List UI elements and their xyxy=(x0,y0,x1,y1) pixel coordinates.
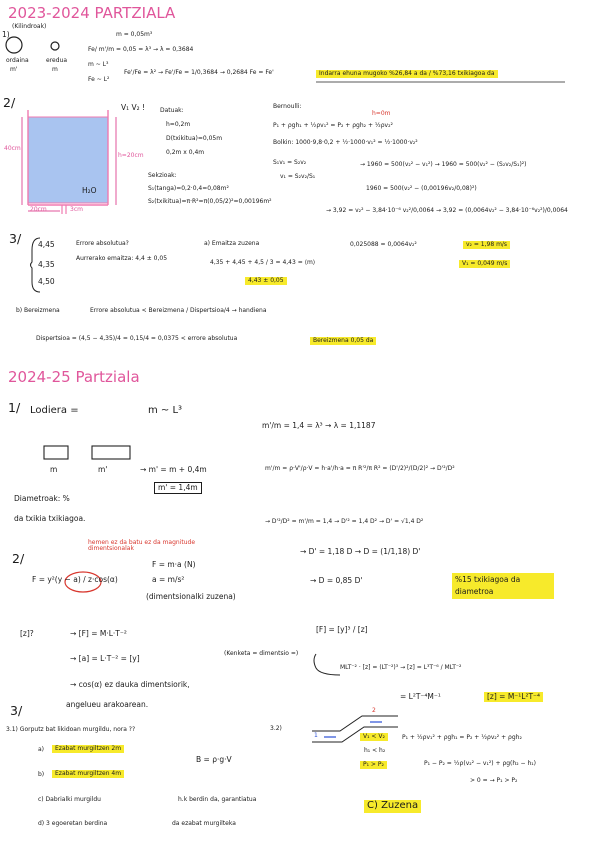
answer-highlight: C) Zuzena xyxy=(364,800,421,813)
large-block-icon xyxy=(92,446,130,459)
pipe-label: 2 xyxy=(372,707,376,714)
equation: a = m/s² xyxy=(152,575,185,584)
option: d) 3 egoeretan berdina xyxy=(38,820,108,827)
annotation: da ezabat murgilteka xyxy=(172,820,236,827)
text-line: Diametroak: % xyxy=(14,494,70,503)
problem-number: 1/ xyxy=(8,400,21,415)
answer-highlight: v₂ = 1,98 m/s xyxy=(463,241,510,249)
equation: m ~ L³ xyxy=(88,61,109,68)
equation: 1960 = 500(v₂² − (0,00196v₂/0,08)²) xyxy=(366,185,477,192)
data-line: h=0,2m xyxy=(166,121,191,128)
data-line: D(txikitua)=0,05m xyxy=(166,135,223,142)
text-line: → cos(α) ez dauka dimentsiorik, xyxy=(70,680,190,689)
water-tank-diagram xyxy=(22,110,116,214)
answer-highlight: 4,43 ± 0,05 xyxy=(245,277,287,285)
equation: = L²T⁻⁴M⁻¹ xyxy=(400,692,441,701)
equation: F = y²(y − a) / z·cos(α) xyxy=(32,575,118,584)
section-title-2023: 2023-2024 PARTZIALA xyxy=(8,4,176,22)
problem-number: 3/ xyxy=(9,231,22,246)
equation: m ~ L³ xyxy=(148,405,183,416)
problem-number: 3/ xyxy=(10,703,23,718)
comparison: h₁ < h₂ xyxy=(364,747,386,754)
equation: → 3,92 = v₂² − 3,84·10⁻⁶ v₂²/0,0064 → 3,92 = (0,0064v₂² − 3,84·10⁻⁶v₂²)/0,0064 xyxy=(326,207,568,214)
pipe-label: 1 xyxy=(314,732,318,739)
heading: Lodiera = xyxy=(30,405,79,416)
caption: ordaina xyxy=(6,57,29,64)
problem-number: 2/ xyxy=(3,95,16,110)
measurement: 4,35 xyxy=(38,260,55,269)
answer-highlight: Ezabat murgiltzen 4m xyxy=(52,770,124,778)
boxed-result: m' = 1,4m xyxy=(154,482,202,494)
equation: → D'²/D² = m'/m = 1,4 → D'² = 1,4 D² → D' = √1,4 D² xyxy=(265,518,424,525)
answer-highlight: V₁ < V₂ xyxy=(360,733,388,741)
dimension-label: 40cm xyxy=(4,145,21,152)
equation: MLT⁻² · [z] = (LT⁻²)³ → [z] = L³T⁻⁶ / MLT⁻² xyxy=(340,664,462,671)
section-title-2024: 2024-25 Partziala xyxy=(8,368,140,386)
equation: m'/m = ρ·V'/ρ·V = h·a'/h·a = π R'²/π R² = (D'/2)²/(D/2)² → D'²/D² xyxy=(265,465,455,472)
option-label: b) xyxy=(38,771,45,778)
text-line: Errore absolutua? xyxy=(76,240,129,247)
equation: F = m·a (N) xyxy=(152,560,196,569)
equation: → m' = m + 0,4m xyxy=(140,465,207,474)
equation: → 1960 = 500(v₂² − v₁²) → 1960 = 500(v₂² − (S₂v₂/S₁)²) xyxy=(360,161,527,168)
equation: P₁ − P₂ = ½ρ(v₂² − v₁²) + ρg(h₂ − h₁) xyxy=(424,760,536,767)
answer-highlight: Bereizmena 0,05 da xyxy=(310,337,376,345)
water-label: H₂O xyxy=(82,186,97,195)
equation: Fe/ m'/m = 0,05 = λ³ → λ = 0,3684 xyxy=(88,46,194,53)
caption: eredua xyxy=(46,57,68,64)
option: c) Dabrialki murgildu xyxy=(38,796,101,803)
data-line: 0,2m x 0,4m xyxy=(166,149,205,156)
text-line: Errore absolutua < Bereizmena / Dispertsioa/4 → handiena xyxy=(90,307,267,314)
equation: m = 0,05m³ xyxy=(116,31,153,38)
annotation: hemen ez da batu ez da magnitude dimentsionalak xyxy=(88,539,196,553)
block-label: m xyxy=(50,465,58,474)
answer-highlight: V₁ = 0,049 m/s xyxy=(459,260,510,268)
equation: → [a] = L·T⁻² = [y] xyxy=(70,654,140,663)
data-line: S₂(txikitua)=π·R²=π(0,05/2)²=0,00196m² xyxy=(148,198,272,205)
data-line: S₁(tanga)=0,2·0,4=0,08m² xyxy=(148,185,229,192)
equation: → [F] = M·L·T⁻² xyxy=(70,629,127,638)
equation: Dispertsioa = (4,5 − 4,35)/4 = 0,15/4 = 0,0375 < errore absolutua xyxy=(36,335,238,342)
question: 3.2) xyxy=(270,725,282,732)
answer-highlight: P₁ > P₂ xyxy=(360,761,387,769)
equation: m'/m = 1,4 = λ³ → λ = 1,1187 xyxy=(262,421,376,430)
equation: 0,025088 = 0,0064v₂² xyxy=(350,241,417,248)
text-line: angelueu arakoarean. xyxy=(66,700,149,709)
measurement: 4,50 xyxy=(38,277,55,286)
equation: B = ρ·g·V xyxy=(196,755,232,764)
text-line: b) Bereizmena xyxy=(16,307,60,314)
annotation: h.k berdin da, garantiatua xyxy=(178,796,257,803)
question-label: [z]? xyxy=(20,629,34,638)
caption: m xyxy=(52,66,58,73)
annotation: h=0m xyxy=(372,110,391,117)
small-block-icon xyxy=(44,446,68,459)
large-cylinder-icon xyxy=(6,37,22,53)
equation: > 0 = → P₁ > P₂ xyxy=(470,777,518,784)
equation: 4,35 + 4,45 + 4,5 / 3 = 4,43 = ⟨m⟩ xyxy=(210,259,316,266)
problem-number: 1) xyxy=(2,30,10,39)
question-label: V₁ V₂ ! xyxy=(121,103,146,112)
dimension-label: h=20cm xyxy=(118,152,144,159)
equation: Fe'/Fe = λ² → Fe'/Fe = 1/0,3684 → 0,2684 Fe = Fe' xyxy=(124,69,274,76)
bernoulli-title: Bernoulli: xyxy=(273,103,302,110)
problem-number: 2/ xyxy=(12,551,25,566)
option-label: a) xyxy=(38,746,45,753)
answer-highlight: Indarra ehuna mugoko %26,84 a da / %73,16 txikiagoa da xyxy=(316,70,498,78)
equation: → D' = 1,18 D → D = (1/1,18) D' xyxy=(300,547,421,556)
text-line: Aurrerako emaitza: 4,4 ± 0,05 xyxy=(76,255,168,262)
answer-highlight: %15 txikiagoa da diametroa xyxy=(452,573,554,599)
text-line: da txikia txikiagoa. xyxy=(14,514,86,523)
equation: Bolkin: 1000·9,8·0,2 + ½·1000·v₁² = ½·1000·v₂² xyxy=(273,139,418,146)
equation: v₁ = S₂v₂/S₁ xyxy=(280,173,316,180)
equation: → D = 0,85 D' xyxy=(310,576,363,585)
cylinders-label: (Kilindroak) xyxy=(12,23,47,30)
small-cylinder-icon xyxy=(51,42,59,50)
equation: P₁ + ½ρv₁² + ρgh₁ = P₂ + ½ρv₂² + ρgh₂ xyxy=(402,734,522,741)
dimension-label: 20cm xyxy=(30,206,47,213)
answer-highlight: Ezabat murgiltzen 2m xyxy=(52,745,124,753)
annotation: (Kenketa = dimentsio =) xyxy=(224,650,299,657)
block-label: m' xyxy=(98,465,108,474)
text-line: (dimentsionalki zuzena) xyxy=(146,592,236,601)
answer-highlight: [z] = M⁻¹L²T⁻⁴ xyxy=(484,692,543,702)
equation: S₁v₁ = S₂v₂ xyxy=(273,159,307,166)
equation: P₁ + ρgh₁ + ½ρv₁² = P₂ + ρgh₂ + ½ρv₂² xyxy=(273,122,393,129)
question: 3.1) Gorputz bat likidoan murgildu, nora ?? xyxy=(6,726,136,733)
measurement: 4,45 xyxy=(38,240,55,249)
equation: [F] = [y]³ / [z] xyxy=(316,625,368,634)
dimension-label: 3cm xyxy=(70,206,83,213)
data-line: Sekzioak: xyxy=(148,172,177,179)
caption: m' xyxy=(10,66,18,73)
equation: Fe ~ L² xyxy=(88,76,110,83)
data-line: Datuak: xyxy=(160,107,184,114)
text-line: a) Emaitza zuzena xyxy=(204,240,260,247)
